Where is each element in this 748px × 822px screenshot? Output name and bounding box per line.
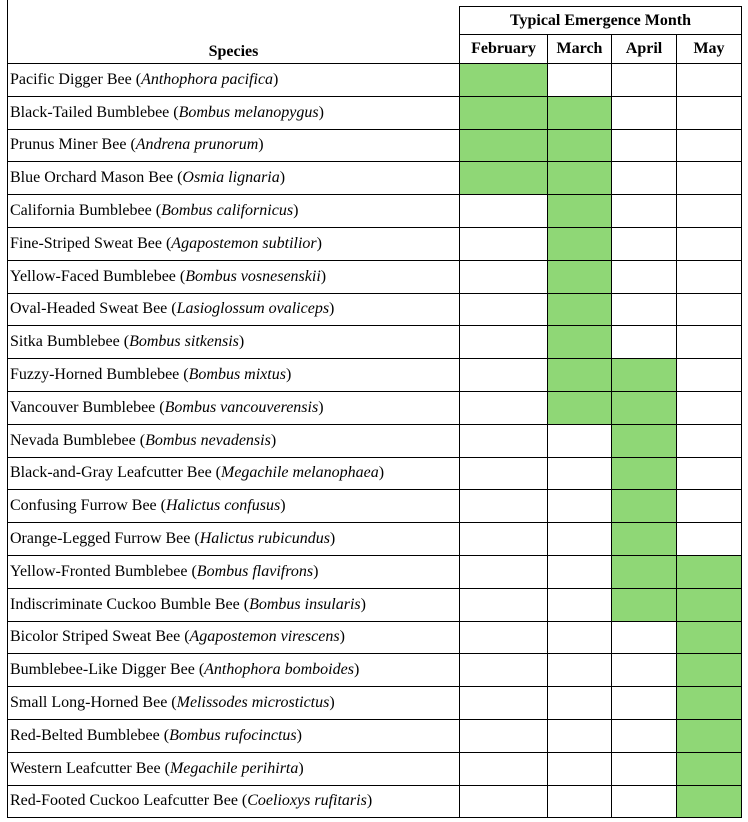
- emergence-table-container: [7, 6, 742, 818]
- table-row: [8, 260, 742, 293]
- table-row: [8, 64, 742, 97]
- month-cell-february-empty: [460, 621, 548, 654]
- species-scientific-name: Anthophora pacifica: [141, 70, 274, 88]
- species-name-cell: Red-Belted Bumblebee (Bombus rufocinctus): [8, 719, 460, 752]
- species-scientific-name: Bombus mixtus: [188, 366, 286, 384]
- table-row: [8, 719, 742, 752]
- species-common-name: Small Long-Horned Bee: [10, 694, 168, 712]
- month-cell-may-empty: [677, 162, 742, 195]
- month-cell-february-empty: [460, 752, 548, 785]
- species-common-name: Black-Tailed Bumblebee: [10, 103, 170, 121]
- species-common-name: Orange-Legged Furrow Bee: [10, 530, 191, 548]
- species-common-name: Prunus Miner Bee: [10, 136, 127, 154]
- month-cell-february-empty: [460, 687, 548, 720]
- month-cell-february-empty: [460, 588, 548, 621]
- species-common-name: Black-and-Gray Leafcutter Bee: [10, 464, 212, 482]
- month-cell-may-empty: [677, 523, 742, 556]
- species-scientific-name: Melissodes microstictus: [176, 694, 330, 712]
- month-cell-april-empty: [612, 96, 677, 129]
- species-name-cell: Vancouver Bumblebee (Bombus vancouverensis): [8, 391, 460, 424]
- month-cell-march-empty: [548, 588, 612, 621]
- month-cell-february-empty: [460, 391, 548, 424]
- species-name-cell: Yellow-Fronted Bumblebee (Bombus flavifrons): [8, 555, 460, 588]
- species-common-name: Indiscriminate Cuckoo Bumble Bee: [10, 595, 240, 613]
- species-common-name: Confusing Furrow Bee: [10, 497, 157, 515]
- species-common-name: Yellow-Fronted Bumblebee: [10, 562, 188, 580]
- month-cell-february-empty: [460, 719, 548, 752]
- month-cell-march-active: [548, 96, 612, 129]
- month-cell-march-empty: [548, 457, 612, 490]
- month-cell-april-empty: [612, 195, 677, 228]
- month-cell-april-empty: [612, 785, 677, 818]
- table-row: [8, 490, 742, 523]
- month-cell-february-empty: [460, 195, 548, 228]
- species-scientific-name: Megachile perihirta: [169, 759, 299, 777]
- month-cell-march-empty: [548, 555, 612, 588]
- month-header-may: May: [677, 35, 742, 64]
- species-name-cell: Yellow-Faced Bumblebee (Bombus vosnesenskii): [8, 260, 460, 293]
- species-name-cell: Oval-Headed Sweat Bee (Lasioglossum ovaliceps): [8, 293, 460, 326]
- species-common-name: Red-Footed Cuckoo Leafcutter Bee: [10, 792, 238, 810]
- month-cell-february-empty: [460, 523, 548, 556]
- emergence-month-group-header: Typical Emergence Month: [460, 7, 742, 35]
- species-common-name: Blue Orchard Mason Bee: [10, 169, 174, 187]
- species-name-cell: Fine-Striped Sweat Bee (Agapostemon subtilior): [8, 227, 460, 260]
- month-cell-february-empty: [460, 424, 548, 457]
- month-cell-march-active: [548, 162, 612, 195]
- month-cell-april-empty: [612, 64, 677, 97]
- month-cell-march-active: [548, 293, 612, 326]
- month-cell-march-active: [548, 260, 612, 293]
- month-cell-april-empty: [612, 687, 677, 720]
- month-cell-april-empty: [612, 227, 677, 260]
- table-row: [8, 129, 742, 162]
- month-cell-may-active: [677, 752, 742, 785]
- species-common-name: Yellow-Faced Bumblebee: [10, 267, 176, 285]
- month-cell-march-empty: [548, 752, 612, 785]
- month-cell-april-empty: [612, 752, 677, 785]
- species-name-cell: Nevada Bumblebee (Bombus nevadensis): [8, 424, 460, 457]
- species-common-name: Sitka Bumblebee: [10, 333, 120, 351]
- table-row: [8, 359, 742, 392]
- table-row: [8, 555, 742, 588]
- month-cell-march-empty: [548, 687, 612, 720]
- table-row: [8, 227, 742, 260]
- month-cell-february-active: [460, 64, 548, 97]
- month-cell-may-empty: [677, 391, 742, 424]
- species-name-cell: Prunus Miner Bee (Andrena prunorum): [8, 129, 460, 162]
- species-scientific-name: Megachile melanophaea: [221, 464, 379, 482]
- species-name-cell: Confusing Furrow Bee (Halictus confusus): [8, 490, 460, 523]
- month-cell-april-active: [612, 391, 677, 424]
- table-row: [8, 523, 742, 556]
- table-row: [8, 785, 742, 818]
- month-cell-february-active: [460, 96, 548, 129]
- species-scientific-name: Coelioxys rufitaris: [247, 792, 367, 810]
- month-cell-may-empty: [677, 260, 742, 293]
- month-cell-march-empty: [548, 621, 612, 654]
- month-cell-march-empty: [548, 424, 612, 457]
- month-header-february: February: [460, 35, 548, 64]
- species-common-name: Fuzzy-Horned Bumblebee: [10, 366, 180, 384]
- species-name-cell: Indiscriminate Cuckoo Bumble Bee (Bombus insularis): [8, 588, 460, 621]
- month-cell-march-active: [548, 195, 612, 228]
- month-cell-may-empty: [677, 129, 742, 162]
- month-cell-may-empty: [677, 293, 742, 326]
- month-cell-april-empty: [612, 719, 677, 752]
- species-name-cell: Fuzzy-Horned Bumblebee (Bombus mixtus): [8, 359, 460, 392]
- table-row: [8, 687, 742, 720]
- month-cell-may-active: [677, 785, 742, 818]
- table-row: [8, 424, 742, 457]
- species-common-name: Fine-Striped Sweat Bee: [10, 234, 162, 252]
- species-common-name: Bicolor Striped Sweat Bee: [10, 628, 181, 646]
- month-cell-february-empty: [460, 260, 548, 293]
- species-name-cell: Blue Orchard Mason Bee (Osmia lignaria): [8, 162, 460, 195]
- species-scientific-name: Halictus rubicundus: [199, 530, 330, 548]
- species-scientific-name: Bombus flavifrons: [196, 562, 314, 580]
- species-scientific-name: Bombus rufocinctus: [169, 726, 297, 744]
- month-cell-april-empty: [612, 654, 677, 687]
- table-row: [8, 195, 742, 228]
- month-cell-march-empty: [548, 64, 612, 97]
- month-cell-may-active: [677, 719, 742, 752]
- month-cell-april-active: [612, 490, 677, 523]
- species-scientific-name: Lasioglossum ovaliceps: [176, 300, 330, 318]
- species-scientific-name: Bombus californicus: [161, 202, 294, 220]
- species-name-cell: Small Long-Horned Bee (Melissodes microstictus): [8, 687, 460, 720]
- species-scientific-name: Bombus sitkensis: [129, 333, 239, 351]
- month-cell-february-empty: [460, 293, 548, 326]
- month-cell-april-active: [612, 457, 677, 490]
- month-cell-may-empty: [677, 64, 742, 97]
- month-cell-february-empty: [460, 654, 548, 687]
- month-cell-may-empty: [677, 96, 742, 129]
- species-scientific-name: Anthophora bomboides: [204, 661, 354, 679]
- month-cell-march-active: [548, 227, 612, 260]
- month-cell-april-active: [612, 588, 677, 621]
- species-common-name: Oval-Headed Sweat Bee: [10, 300, 168, 318]
- month-cell-may-active: [677, 687, 742, 720]
- species-scientific-name: Bombus melanopygus: [178, 103, 319, 121]
- month-cell-march-active: [548, 359, 612, 392]
- month-cell-march-empty: [548, 490, 612, 523]
- table-row: [8, 457, 742, 490]
- species-name-cell: California Bumblebee (Bombus californicus): [8, 195, 460, 228]
- month-cell-march-active: [548, 129, 612, 162]
- month-cell-may-active: [677, 621, 742, 654]
- table-row: [8, 654, 742, 687]
- month-cell-may-empty: [677, 326, 742, 359]
- month-cell-march-empty: [548, 654, 612, 687]
- species-rows: [8, 64, 742, 818]
- month-cell-may-active: [677, 588, 742, 621]
- species-scientific-name: Agapostemon virescens: [189, 628, 340, 646]
- month-cell-february-active: [460, 129, 548, 162]
- species-name-cell: Bicolor Striped Sweat Bee (Agapostemon virescens): [8, 621, 460, 654]
- species-name-cell: Western Leafcutter Bee (Megachile perihirta): [8, 752, 460, 785]
- month-cell-may-empty: [677, 359, 742, 392]
- species-common-name: Vancouver Bumblebee: [10, 398, 156, 416]
- month-cell-may-active: [677, 555, 742, 588]
- species-scientific-name: Bombus insularis: [249, 595, 361, 613]
- month-cell-march-empty: [548, 719, 612, 752]
- table-row: [8, 96, 742, 129]
- month-cell-february-empty: [460, 785, 548, 818]
- month-cell-february-empty: [460, 227, 548, 260]
- species-common-name: Bumblebee-Like Digger Bee: [10, 661, 195, 679]
- species-common-name: California Bumblebee: [10, 202, 152, 220]
- month-cell-may-empty: [677, 457, 742, 490]
- table-row: [8, 162, 742, 195]
- month-cell-april-active: [612, 523, 677, 556]
- species-name-cell: Bumblebee-Like Digger Bee (Anthophora bomboides): [8, 654, 460, 687]
- species-name-cell: Sitka Bumblebee (Bombus sitkensis): [8, 326, 460, 359]
- month-cell-may-empty: [677, 424, 742, 457]
- species-scientific-name: Bombus vancouverensis: [164, 398, 319, 416]
- species-name-cell: Black-Tailed Bumblebee (Bombus melanopygus): [8, 96, 460, 129]
- species-name-cell: Red-Footed Cuckoo Leafcutter Bee (Coelioxys rufitaris): [8, 785, 460, 818]
- species-name-cell: Pacific Digger Bee (Anthophora pacifica): [8, 64, 460, 97]
- table-row: [8, 621, 742, 654]
- species-scientific-name: Halictus confusus: [165, 497, 281, 515]
- month-cell-april-empty: [612, 260, 677, 293]
- month-cell-may-active: [677, 654, 742, 687]
- month-header-march: March: [548, 35, 612, 64]
- species-scientific-name: Bombus vosnesenskii: [185, 267, 321, 285]
- table-row: [8, 391, 742, 424]
- table-row: [8, 326, 742, 359]
- species-scientific-name: Osmia lignaria: [182, 169, 280, 187]
- month-cell-may-empty: [677, 227, 742, 260]
- month-cell-march-empty: [548, 785, 612, 818]
- species-scientific-name: Agapostemon subtilior: [171, 234, 317, 252]
- species-common-name: Red-Belted Bumblebee: [10, 726, 160, 744]
- month-cell-april-empty: [612, 621, 677, 654]
- table-row: [8, 588, 742, 621]
- emergence-table: [7, 6, 742, 818]
- month-cell-march-active: [548, 326, 612, 359]
- species-scientific-name: Andrena prunorum: [135, 136, 259, 154]
- table-row: [8, 293, 742, 326]
- month-cell-april-active: [612, 555, 677, 588]
- month-cell-march-empty: [548, 523, 612, 556]
- month-cell-april-empty: [612, 293, 677, 326]
- month-cell-april-active: [612, 424, 677, 457]
- species-scientific-name: Bombus nevadensis: [145, 431, 271, 449]
- month-header-april: April: [612, 35, 677, 64]
- month-cell-february-active: [460, 162, 548, 195]
- month-cell-april-active: [612, 359, 677, 392]
- month-cell-february-empty: [460, 457, 548, 490]
- month-cell-february-empty: [460, 555, 548, 588]
- month-cell-april-empty: [612, 162, 677, 195]
- month-cell-february-empty: [460, 490, 548, 523]
- species-name-cell: Orange-Legged Furrow Bee (Halictus rubicundus): [8, 523, 460, 556]
- month-cell-april-empty: [612, 326, 677, 359]
- month-cell-april-empty: [612, 129, 677, 162]
- species-column-header: Species: [8, 7, 460, 64]
- month-cell-may-empty: [677, 195, 742, 228]
- species-common-name: Nevada Bumblebee: [10, 431, 136, 449]
- month-cell-february-empty: [460, 326, 548, 359]
- table-row: [8, 752, 742, 785]
- species-name-cell: Black-and-Gray Leafcutter Bee (Megachile melanophaea): [8, 457, 460, 490]
- species-common-name: Pacific Digger Bee: [10, 70, 132, 88]
- month-cell-may-empty: [677, 490, 742, 523]
- month-cell-february-empty: [460, 359, 548, 392]
- species-common-name: Western Leafcutter Bee: [10, 759, 161, 777]
- month-cell-march-active: [548, 391, 612, 424]
